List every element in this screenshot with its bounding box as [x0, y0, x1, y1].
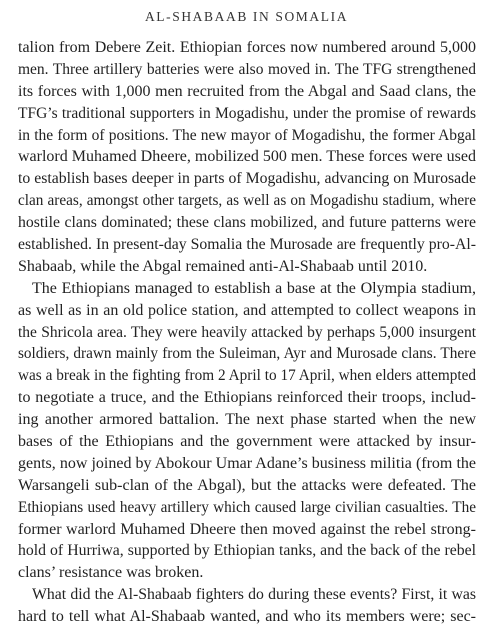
- text-line: What did the Al-Shabaab fighters do during these events? First, it was: [32, 586, 476, 604]
- text-line: soldiers, drawn mainly from the Suleiman, Ayr and Murosade clans. There: [18, 345, 476, 363]
- text-line: its forces with 1,000 men recruited from the Abgal and Saad clans, the: [18, 82, 476, 100]
- text-line: Shabaab, while the Abgal remained anti-Al-Shabaab until 2010.: [18, 257, 428, 275]
- text-line: the Shricola area. They were heavily attacked by perhaps 5,000 insurgent: [18, 323, 476, 341]
- text-line: hold of Hurriwa, supported by Ethiopian tanks, and the back of the rebel: [18, 542, 476, 560]
- text-line: TFG’s traditional supporters in Mogadishu, under the promise of rewards: [18, 104, 476, 122]
- text-line: in the form of positions. The new mayor of Mogadishu, the former Abgal: [18, 126, 476, 144]
- text-line: established. In present-day Somalia the Murosade are frequently pro-Al-: [18, 236, 476, 254]
- text-line: was a break in the fighting from 2 April to 17 April, when elders attempted: [18, 367, 476, 385]
- text-line: The Ethiopians managed to establish a base at the Olympia stadium,: [32, 279, 476, 297]
- text-line: Warsangeli sub-clan of the Abgal), but the attacks were defeated. The: [18, 476, 476, 494]
- text-line: talion from Debere Zeit. Ethiopian forces now numbered around 5,000: [18, 39, 476, 56]
- text-line: ing another armored battalion. The next phase started when the new: [18, 411, 476, 429]
- text-line: warlord Muhamed Dheere, mobilized 500 men. These forces were used: [18, 148, 476, 166]
- paragraph-1: [18, 37, 476, 278]
- text-line: as well as in an old police station, and attempted to collect weapons in: [18, 301, 476, 319]
- paragraph-3: [18, 584, 476, 628]
- text-line: bases of the Ethiopians and the government were attacked by insur-: [18, 433, 476, 451]
- text-line: former warlord Muhamed Dheere then moved against the rebel strong-: [18, 520, 476, 538]
- text-line: to negotiate a truce, and the Ethiopians reinforced their troops, includ-: [18, 389, 476, 407]
- text-line: men. Three artillery batteries were also moved in. The TFG strengthened: [18, 60, 476, 78]
- text-line: hard to tell what Al-Shabaab wanted, and who its members were; sec-: [18, 608, 476, 626]
- paragraph-2: [18, 278, 476, 584]
- text-line: clans’ resistance was broken.: [18, 564, 204, 582]
- text-line: gents, now joined by Abokour Umar Adane’s business militia (from the: [18, 454, 476, 472]
- running-head: AL-SHABAAB IN SOMALIA: [144, 9, 349, 24]
- text-line: clan areas, amongst other targets, as well as on Mogadishu stadium, where: [18, 192, 476, 210]
- text-line: hostile clans dominated; these clans mobilized, and future patterns were: [18, 214, 476, 232]
- text-line: Ethiopians used heavy artillery which caused large civilian casualties. The: [18, 498, 476, 516]
- body-text: [18, 37, 476, 628]
- text-line: to establish bases deeper in parts of Mogadishu, advancing on Murosade: [18, 170, 476, 188]
